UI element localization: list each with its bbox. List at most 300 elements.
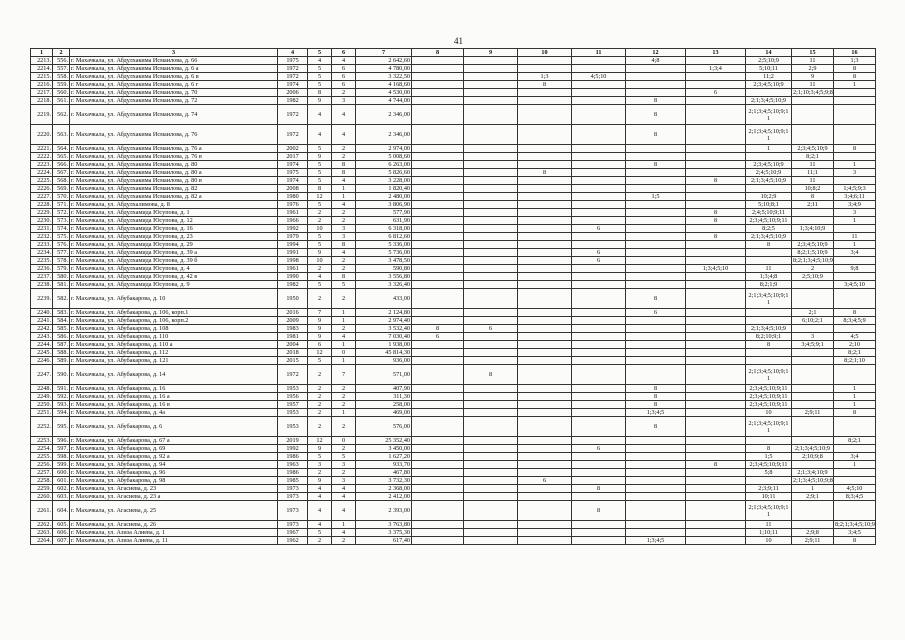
table-cell: [464, 437, 518, 445]
page-number: 41: [454, 36, 463, 46]
table-cell: 3;4;5;9;1: [792, 341, 834, 349]
table-cell: 12: [308, 193, 332, 201]
table-cell: 8: [746, 341, 792, 349]
column-header: 13: [686, 49, 746, 57]
table-cell: [746, 317, 792, 325]
table-cell: [686, 317, 746, 325]
table-cell: 2: [332, 89, 356, 97]
table-cell: 560.: [53, 89, 70, 97]
table-cell: 2017: [278, 153, 308, 161]
table-cell: 2256.: [31, 461, 53, 469]
table-cell: 1;3;4;5;10: [686, 265, 746, 273]
table-cell: [518, 341, 572, 349]
table-row: [31, 217, 876, 225]
table-cell: [412, 469, 464, 477]
table-cell: [412, 185, 464, 193]
table-cell: [626, 469, 686, 477]
column-header: 4: [278, 49, 308, 57]
table-cell: [464, 193, 518, 201]
table-cell: [518, 401, 572, 409]
table-cell: 9: [308, 445, 332, 453]
table-cell: 2;1;3;4;5;10;9: [792, 445, 834, 453]
table-cell: 8: [332, 241, 356, 249]
table-cell: 568.: [53, 177, 70, 185]
table-cell: 581.: [53, 281, 70, 289]
table-cell: [464, 385, 518, 393]
table-cell: 8: [572, 501, 626, 521]
table-cell: 1;3: [834, 57, 876, 65]
table-cell: 631,90: [356, 217, 412, 225]
table-cell: 8: [626, 401, 686, 409]
table-cell: 8;2;1;5;10;9: [792, 249, 834, 257]
table-cell: 11: [792, 161, 834, 169]
table-cell: 572.: [53, 209, 70, 217]
table-cell: [686, 401, 746, 409]
table-cell: 11: [746, 521, 792, 529]
table-cell: [412, 477, 464, 485]
table-cell: 8: [834, 309, 876, 317]
table-cell: [572, 89, 626, 97]
table-cell: 2;9;11: [792, 537, 834, 545]
table-cell: 596.: [53, 437, 70, 445]
table-cell: г. Махачкала, ул. Абубакарова, д. 106, корп.2: [70, 317, 278, 325]
table-cell: [626, 349, 686, 357]
table-cell: [412, 217, 464, 225]
table-cell: 10: [746, 537, 792, 545]
table-cell: г. Махачкала, ул. Абубакарова, д. 6: [70, 417, 278, 437]
table-cell: [572, 65, 626, 73]
table-cell: [412, 461, 464, 469]
table-cell: 1: [792, 485, 834, 493]
table-cell: г. Махачкала, ул. Абдулхакима Исмаилова, д. 80: [70, 161, 278, 169]
table-cell: 4: [332, 333, 356, 341]
table-cell: 2232.: [31, 233, 53, 241]
table-cell: 2;3;9;11: [746, 485, 792, 493]
table-cell: 6: [572, 445, 626, 453]
table-cell: 564.: [53, 145, 70, 153]
table-cell: [686, 145, 746, 153]
table-row: [31, 401, 876, 409]
table-cell: г. Махачкала, ул. Абдулхакима Исмаилова, д. 76 а: [70, 145, 278, 153]
table-cell: [686, 97, 746, 105]
table-cell: 8: [792, 193, 834, 201]
table-cell: [626, 225, 686, 233]
table-cell: 5: [308, 73, 332, 81]
table-cell: 2;1;3;4;5;10;9;1 1: [746, 501, 792, 521]
table-row: [31, 393, 876, 401]
table-cell: 1961: [278, 265, 308, 273]
table-cell: 4: [308, 125, 332, 145]
table-cell: 8: [332, 161, 356, 169]
table-cell: [626, 145, 686, 153]
table-cell: 1: [834, 161, 876, 169]
table-cell: [518, 185, 572, 193]
table-cell: [572, 161, 626, 169]
table-cell: [412, 385, 464, 393]
table-cell: 2004: [278, 341, 308, 349]
table-cell: 3;4: [834, 453, 876, 461]
table-cell: [834, 177, 876, 185]
table-cell: 2;1;3;4;5;10;9: [746, 233, 792, 241]
table-cell: [572, 409, 626, 417]
table-cell: 573.: [53, 217, 70, 225]
table-cell: [686, 529, 746, 537]
table-cell: [686, 73, 746, 81]
table-cell: 4 530,00: [356, 89, 412, 97]
table-cell: [412, 265, 464, 273]
table-cell: [412, 493, 464, 501]
table-cell: [686, 501, 746, 521]
table-cell: 0: [332, 437, 356, 445]
table-cell: 565.: [53, 153, 70, 161]
table-cell: 8: [412, 325, 464, 333]
table-cell: г. Махачкала, ул. Абдулхамида Юсупова, д. 12: [70, 217, 278, 225]
table-row: [31, 477, 876, 485]
table-cell: 4: [332, 177, 356, 185]
table-cell: [412, 521, 464, 529]
table-cell: 2019: [278, 437, 308, 445]
table-cell: [792, 97, 834, 105]
table-cell: [518, 409, 572, 417]
table-row: [31, 445, 876, 453]
table-cell: 2240.: [31, 309, 53, 317]
table-cell: [464, 81, 518, 89]
table-cell: 3 556,80: [356, 273, 412, 281]
table-cell: [686, 257, 746, 265]
table-cell: 8: [308, 185, 332, 193]
table-cell: [464, 445, 518, 453]
table-cell: [412, 437, 464, 445]
table-cell: г. Махачкала, ул. Абубакарова, д. 16: [70, 385, 278, 393]
table-cell: [792, 281, 834, 289]
table-cell: [518, 233, 572, 241]
table-row: [31, 209, 876, 217]
table-cell: [464, 177, 518, 185]
table-cell: 601.: [53, 477, 70, 485]
table-cell: 8: [332, 273, 356, 281]
table-cell: [464, 289, 518, 309]
table-cell: [412, 445, 464, 453]
table-cell: [626, 317, 686, 325]
table-cell: [686, 201, 746, 209]
table-cell: 10: [308, 257, 332, 265]
table-cell: 3;4;6;11: [834, 193, 876, 201]
table-cell: 1: [332, 317, 356, 325]
table-cell: 1986: [278, 469, 308, 477]
table-cell: [412, 309, 464, 317]
table-cell: [834, 445, 876, 453]
table-row: [31, 485, 876, 493]
table-cell: 6 318,00: [356, 225, 412, 233]
table-cell: г. Махачкала, ул. Абдулхамида Юсупова, д. 1: [70, 209, 278, 217]
table-cell: [626, 485, 686, 493]
table-cell: 606.: [53, 529, 70, 537]
table-cell: [572, 325, 626, 333]
table-cell: 8;2;1;3;4;5;10;9: [835, 521, 875, 528]
table-cell: [746, 477, 792, 485]
table-cell: 2243.: [31, 333, 53, 341]
table-cell: 7: [308, 309, 332, 317]
table-cell: [464, 97, 518, 105]
table-cell: 1: [332, 521, 356, 529]
table-cell: [518, 461, 572, 469]
table-cell: [518, 501, 572, 521]
table-cell: 2221.: [31, 145, 53, 153]
table-cell: 592.: [53, 393, 70, 401]
table-cell: [464, 241, 518, 249]
table-cell: 2252.: [31, 417, 53, 437]
table-cell: 591.: [53, 385, 70, 393]
table-cell: 1;3;4: [686, 65, 746, 73]
table-cell: [518, 437, 572, 445]
table-cell: [518, 365, 572, 385]
table-cell: [746, 89, 792, 97]
table-cell: [686, 393, 746, 401]
table-cell: 2254.: [31, 445, 53, 453]
table-cell: 2;3;4;5;10;9: [792, 241, 834, 249]
table-cell: 8;2;10;9;1: [746, 333, 792, 341]
table-cell: [626, 201, 686, 209]
table-cell: 571,00: [356, 365, 412, 385]
table-cell: 558.: [53, 73, 70, 81]
table-cell: [464, 233, 518, 241]
table-cell: [834, 153, 876, 161]
table-cell: 605.: [53, 521, 70, 529]
table-cell: 577,90: [356, 209, 412, 217]
table-cell: г. Махачкала, ул. Абдулхакима Исмаилова, д. 6 а: [70, 65, 278, 73]
table-cell: [518, 385, 572, 393]
table-cell: [792, 209, 834, 217]
table-cell: 5: [308, 177, 332, 185]
table-cell: г. Махачкала, ул. Абдулхакима Исмаилова, д. 72: [70, 97, 278, 105]
table-row: [31, 417, 876, 437]
table-cell: г. Махачкала, ул. Абдулхакима Исмаилова, д. 76: [70, 125, 278, 145]
table-cell: [572, 385, 626, 393]
table-cell: [572, 393, 626, 401]
table-row: [31, 349, 876, 357]
table-cell: 11: [834, 233, 876, 241]
table-cell: 933,70: [356, 461, 412, 469]
table-cell: [834, 325, 876, 333]
table-cell: [518, 453, 572, 461]
table-cell: [518, 97, 572, 105]
table-cell: [464, 57, 518, 65]
table-cell: [834, 417, 876, 437]
table-cell: [572, 57, 626, 65]
table-cell: 2 480,00: [356, 193, 412, 201]
table-cell: 2262.: [31, 521, 53, 529]
table-cell: [626, 153, 686, 161]
table-cell: 9: [308, 317, 332, 325]
table-cell: г. Махачкала, ул. Абубакарова, д. 94: [70, 461, 278, 469]
table-cell: [464, 493, 518, 501]
table-cell: [464, 161, 518, 169]
table-cell: 2;5;10;9: [746, 57, 792, 65]
table-cell: [464, 529, 518, 537]
table-row: [31, 97, 876, 105]
table-cell: г. Махачкала, ул. Абубакарова, д. 16 а: [70, 393, 278, 401]
table-cell: [412, 485, 464, 493]
table-cell: 8: [572, 485, 626, 493]
table-cell: [834, 257, 876, 265]
table-cell: [412, 349, 464, 357]
table-cell: [464, 73, 518, 81]
table-cell: 8: [686, 217, 746, 225]
table-cell: [464, 201, 518, 209]
table-cell: 4;5;10: [572, 73, 626, 81]
table-cell: [518, 309, 572, 317]
table-cell: [792, 325, 834, 333]
table-cell: 8: [686, 209, 746, 217]
table-cell: [572, 477, 626, 485]
table-cell: 1980: [278, 193, 308, 201]
table-cell: 7 030,40: [356, 333, 412, 341]
table-cell: 6: [332, 81, 356, 89]
table-row: [31, 233, 876, 241]
table-cell: 575.: [53, 233, 70, 241]
table-row: [31, 333, 876, 341]
table-cell: [572, 333, 626, 341]
table-cell: 2;1;3;4;5;10;9;1 1: [746, 289, 792, 309]
table-cell: г. Махачкала, ул. Абдулхакима Исмаилова, д. 80 в: [70, 177, 278, 185]
table-cell: 8: [686, 177, 746, 185]
table-cell: 2220.: [31, 125, 53, 145]
table-cell: 2: [332, 289, 356, 309]
housing-table: [30, 48, 876, 545]
table-cell: 2: [308, 409, 332, 417]
table-cell: 2;1;3;4;5;10;9;1 1: [746, 417, 792, 437]
table-cell: [518, 145, 572, 153]
table-cell: г. Махачкала, ул. Абдулхакима Исмаилова, д. 6 г: [70, 81, 278, 89]
column-header: 11: [572, 49, 626, 57]
table-cell: [572, 153, 626, 161]
table-cell: 1998: [278, 257, 308, 265]
table-cell: [518, 161, 572, 169]
table-cell: 2260.: [31, 493, 53, 501]
table-cell: 3: [332, 233, 356, 241]
table-cell: 11: [792, 81, 834, 89]
table-cell: [626, 65, 686, 73]
table-cell: 6: [686, 89, 746, 97]
table-cell: [464, 89, 518, 97]
table-cell: [626, 453, 686, 461]
table-cell: 2226.: [31, 185, 53, 193]
table-cell: 6: [332, 65, 356, 73]
table-cell: 1;3;4;10;9: [792, 225, 834, 233]
table-cell: [626, 325, 686, 333]
table-cell: [626, 209, 686, 217]
table-cell: 2 346,00: [356, 105, 412, 125]
table-cell: 8;3;4;5;9: [834, 317, 876, 325]
table-cell: [464, 225, 518, 233]
table-cell: [412, 249, 464, 257]
table-cell: [412, 105, 464, 125]
table-cell: 2;1;3;4;5;10;9: [746, 177, 792, 185]
table-row: [31, 309, 876, 317]
table-cell: 2239.: [31, 289, 53, 309]
table-cell: [412, 453, 464, 461]
table-cell: 25 352,40: [356, 437, 412, 445]
table-cell: [686, 289, 746, 309]
table-cell: [686, 81, 746, 89]
table-cell: 5: [308, 81, 332, 89]
table-row: [31, 89, 876, 97]
table-cell: 10: [746, 409, 792, 417]
table-cell: 5 336,00: [356, 241, 412, 249]
table-cell: [572, 453, 626, 461]
table-cell: [572, 309, 626, 317]
table-cell: 2 124,80: [356, 309, 412, 317]
table-cell: 8: [626, 417, 686, 437]
table-cell: 2;5;10;9: [792, 273, 834, 281]
table-cell: 1: [332, 357, 356, 365]
table-cell: [626, 73, 686, 81]
table-cell: 8: [626, 385, 686, 393]
table-cell: [412, 537, 464, 545]
table-cell: 583.: [53, 309, 70, 317]
table-cell: 2;1;3;4;5;10;9;1 1: [746, 365, 792, 385]
table-cell: 467,80: [356, 469, 412, 477]
table-cell: 2002: [278, 145, 308, 153]
table-cell: 2: [332, 257, 356, 265]
table-cell: [412, 161, 464, 169]
table-cell: [412, 341, 464, 349]
table-cell: [518, 209, 572, 217]
table-cell: 2214.: [31, 65, 53, 73]
table-cell: 8;2;1;3;4;5;10;9: [793, 257, 833, 264]
table-cell: 1: [332, 341, 356, 349]
table-row: [31, 125, 876, 145]
table-cell: [518, 153, 572, 161]
table-cell: 3 478,50: [356, 257, 412, 265]
table-cell: 2228.: [31, 201, 53, 209]
table-cell: 2: [308, 469, 332, 477]
table-cell: [834, 273, 876, 281]
table-cell: г. Махачкала, ул. Абдулхамида Юсупова, д. 23: [70, 233, 278, 241]
table-cell: 5: [308, 65, 332, 73]
table-cell: [464, 333, 518, 341]
table-cell: 6: [412, 333, 464, 341]
table-cell: г. Махачкала, ул. Абдулхакима Исмаилова, д. 82 а: [70, 193, 278, 201]
table-cell: 2238.: [31, 281, 53, 289]
table-cell: г. Махачкала, ул. Абубакарова, д. 96: [70, 469, 278, 477]
table-cell: 2218.: [31, 97, 53, 105]
table-cell: [626, 169, 686, 177]
table-cell: 433,00: [356, 289, 412, 309]
table-cell: [686, 241, 746, 249]
table-cell: 1;5: [626, 193, 686, 201]
table-cell: 6: [518, 477, 572, 485]
table-cell: 6: [626, 309, 686, 317]
table-cell: 1961: [278, 209, 308, 217]
table-cell: 566.: [53, 161, 70, 169]
table-cell: [686, 325, 746, 333]
table-cell: 3 806,90: [356, 201, 412, 209]
table-cell: 2: [332, 417, 356, 437]
table-cell: [412, 65, 464, 73]
table-cell: 1963: [278, 461, 308, 469]
table-cell: 8: [834, 145, 876, 153]
table-cell: 2;4;5;10;9;11: [746, 209, 792, 217]
table-cell: 8: [626, 393, 686, 401]
table-cell: 2: [792, 265, 834, 273]
table-cell: 2;9;1: [792, 493, 834, 501]
table-cell: [572, 401, 626, 409]
table-cell: 2006: [278, 89, 308, 97]
table-cell: [518, 125, 572, 145]
column-header: 12: [626, 49, 686, 57]
table-row: [31, 365, 876, 385]
